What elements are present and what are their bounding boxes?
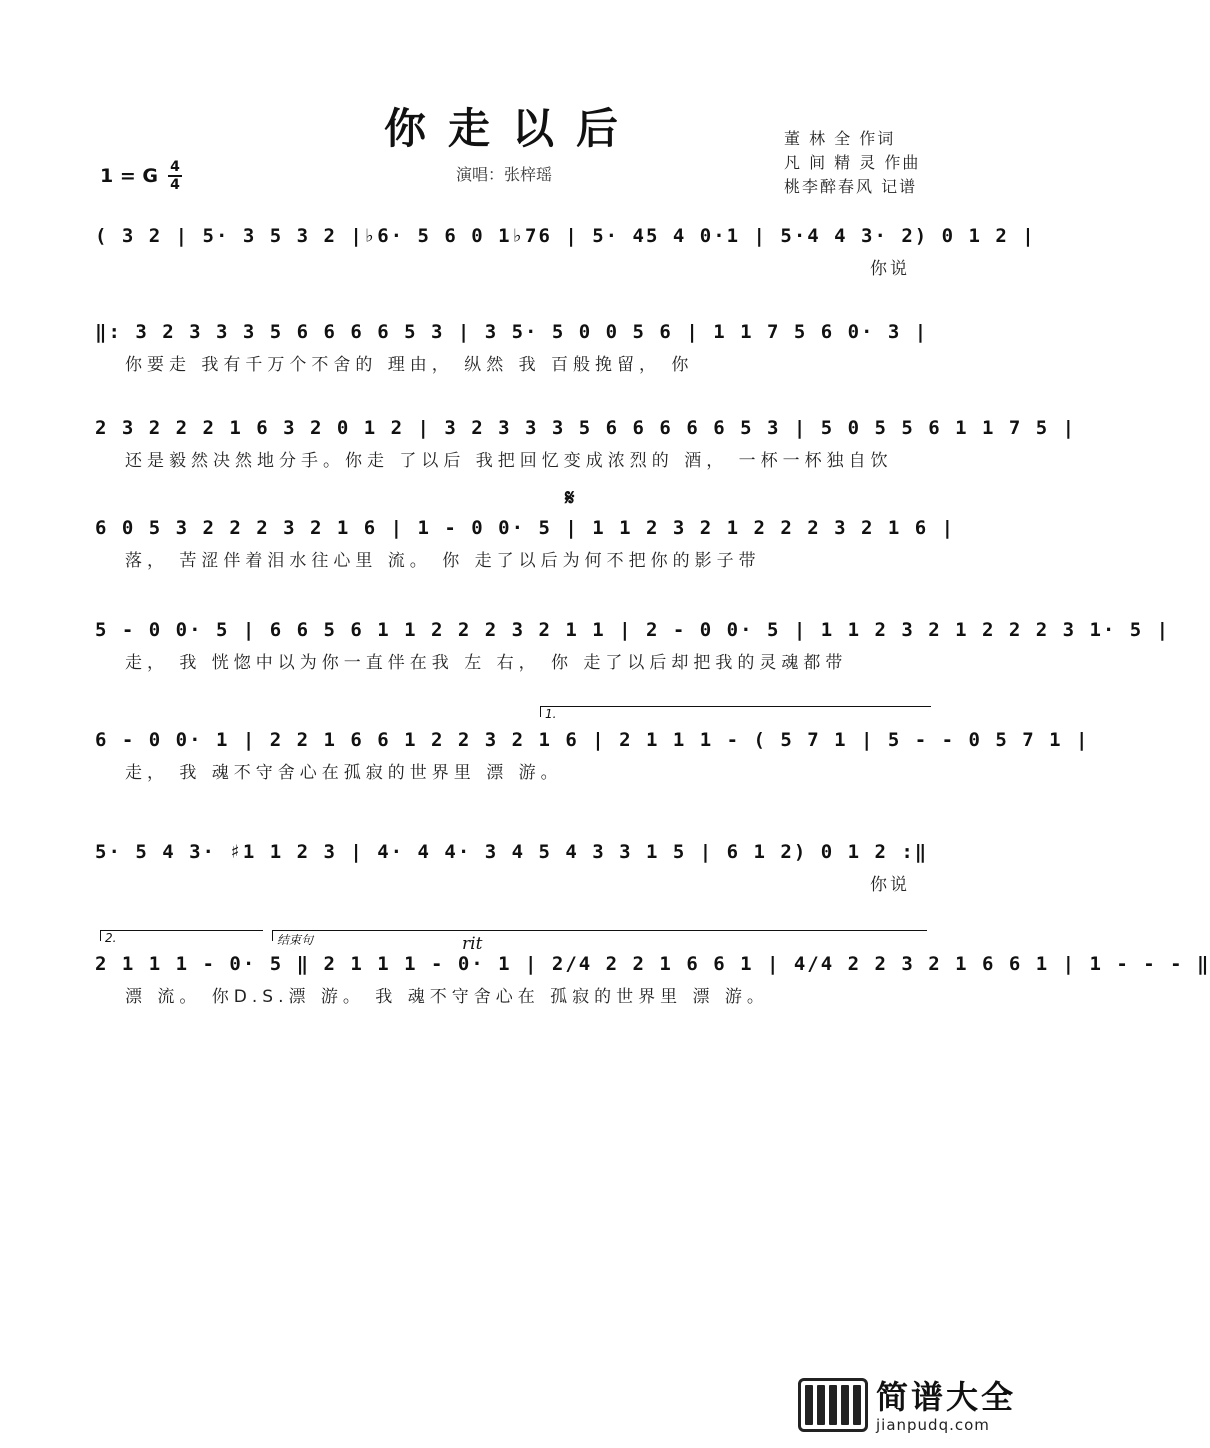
score-system-4: [95, 510, 956, 572]
logo-name: 简谱大全: [876, 1378, 1017, 1416]
lyrics-line: 你说: [870, 259, 910, 279]
lyrics-line: 还是毅然决然地分手。你走 了以后 我把回忆变成浓烈的 酒， 一杯一杯独自饮: [125, 451, 893, 471]
notation-line: 6 0 5 3 2 2 2 3 2 1 6 | 1 - 0 0· 5 | 1 1 2 3 2 1 2 2 2 3 2 1 6 |: [95, 517, 956, 539]
lyrics-line: 走， 我 恍惚中以为你一直伴在我 左 右， 你 走了以后却把我的灵魂都带: [125, 653, 848, 673]
lyrics-line: 你说: [870, 875, 910, 895]
time-signature-bottom: 4: [170, 177, 180, 193]
score-system-1: [95, 218, 1036, 280]
notation-line: 2 3 2 2 2 1 6 3 2 0 1 2 | 3 2 3 3 3 5 6 6 6 6 6 5 3 | 5 0 5 5 6 1 1 7 5 |: [95, 417, 1077, 439]
notation-line: ‖: 3 2 3 3 3 5 6 6 6 6 5 3 | 3 5· 5 0 0 5 6 | 1 1 7 5 6 0· 3 |: [95, 321, 929, 343]
notation-line: 5· 5 4 3· ♯1 1 2 3 | 4· 4 4· 3 4 5 4 3 3 1 5 | 6 1 2) 0 1 2 :‖: [95, 841, 929, 863]
lyrics-line: 你要走 我有千万个不舍的 理由， 纵然 我 百般挽留， 你: [125, 355, 694, 375]
transcriber-credit: 桃李醉春风 记谱: [784, 177, 918, 196]
first-ending-bracket: 1.: [540, 706, 931, 717]
time-signature-top: 4: [170, 159, 180, 175]
ending-phrase-bracket: 结束句: [272, 930, 927, 941]
site-logo: [798, 1378, 1020, 1444]
song-title: 你走以后: [383, 104, 640, 153]
score-system-8: [95, 946, 1210, 1008]
singer-credit: 演唱：张梓瑶: [456, 165, 553, 184]
notation-line: 2 1 1 1 - 0· 5 ‖ 2 1 1 1 - 0· 1 | 2/4 2 2 1 6 6 1 | 4/4 2 2 3 2 1 6 6 1 | 1 - - - ‖: [95, 953, 1210, 975]
lyricist-credit: 董 林 全 作词: [784, 129, 896, 148]
notation-line: 5 - 0 0· 5 | 6 6 5 6 1 1 2 2 2 3 2 1 1 | 2 - 0 0· 5 | 1 1 2 3 2 1 2 2 2 3 1· 5 |: [95, 619, 1171, 641]
time-signature: [168, 160, 182, 192]
score-system-3: [95, 410, 1077, 472]
second-ending-bracket: 2.: [100, 930, 263, 941]
score-system-5: [95, 612, 1171, 674]
score-system-2: [95, 314, 930, 376]
lyrics-line: 漂 流。 你D.S.漂 游。 我 魂不守舍心在 孤寂的世界里 漂 游。: [125, 987, 769, 1007]
notation-line: 6 - 0 0· 1 | 2 2 1 6 6 1 2 2 3 2 1 6 | 2 1 1 1 - ( 5 7 1 | 5 - - 0 5 7 1 |: [95, 729, 1090, 751]
score-system-7: [95, 834, 930, 896]
lyrics-line: 走， 我 魂不守舍心在孤寂的世界里 漂 游。: [125, 763, 563, 783]
composer-credit: 凡 间 精 灵 作曲: [784, 153, 921, 172]
ritardando-mark: rit: [462, 934, 483, 954]
key-signature: [100, 160, 182, 192]
credits: [784, 127, 920, 199]
key-label: 1 = G: [100, 165, 158, 187]
lyrics-line: 落， 苦涩伴着泪水往心里 流。 你 走了以后为何不把你的影子带: [125, 551, 761, 571]
notation-line: ( 3 2 | 5· 3 5 3 2 |♭6· 5 6 0 1♭76 | 5· 45 4 0·1 | 5·4 4 3· 2) 0 1 2 |: [95, 225, 1036, 247]
piano-keys-icon: [798, 1378, 868, 1432]
logo-text: [876, 1378, 1016, 1434]
segno-sign: 𝄋: [565, 486, 575, 511]
logo-url: jianpudq.com: [876, 1416, 990, 1434]
score-system-6: [95, 722, 1090, 784]
